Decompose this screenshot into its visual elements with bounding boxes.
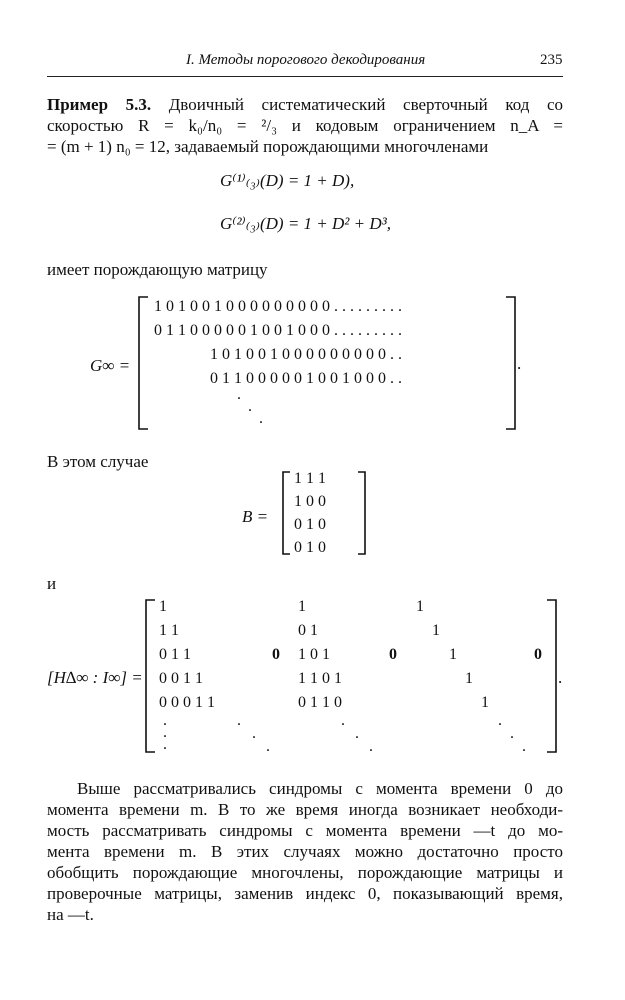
b-row-2: 1 0 0 — [294, 493, 326, 510]
h-identity-3: 1 — [449, 646, 457, 663]
b-right-bracket — [356, 470, 368, 556]
h-matrix-label: [H∆∞ : I∞] = — [47, 668, 143, 687]
example-label: Пример 5.3. — [47, 95, 152, 114]
g-right-bracket — [504, 295, 518, 431]
h-period: . — [558, 668, 563, 687]
g-matrix-label: G∞ = — [90, 356, 131, 375]
h-diag2-dot-1: . — [341, 712, 345, 729]
h-left-row-5: 0 0 0 1 1 — [159, 694, 215, 711]
paragraph-line-6: проверочные матрицы, заменив индекс 0, показывающий время, — [47, 884, 563, 903]
h-identity-1: 1 — [416, 598, 424, 615]
h-zero-1: 0 — [272, 646, 280, 663]
h-diag3-dot-3: . — [522, 738, 526, 755]
h-diag3-dot-2: . — [510, 725, 514, 742]
paragraph-line-4: мента времени m. В этих случаях можно достаточно просто — [47, 842, 563, 861]
formula-g2: G⁽²⁾₍₃₎(D) = 1 + D² + D³, — [220, 214, 391, 233]
intro-line-3: = (m + 1) n₀ = 12, задаваемый порождающими многочленами — [47, 137, 489, 156]
h-identity-2: 1 — [432, 622, 440, 639]
formula-g1: G⁽¹⁾₍₃₎(D) = 1 + D), — [220, 171, 355, 190]
g-row-2: 0 1 1 0 0 0 0 0 1 0 0 1 0 0 0 . . . . . . . . . — [154, 322, 402, 339]
h-identity-4: 1 — [465, 670, 473, 687]
h-col-dot-1: . — [163, 712, 167, 729]
h-diag2-dot-2: . — [355, 725, 359, 742]
b-row-4: 0 1 0 — [294, 539, 326, 556]
g-period: . — [517, 354, 522, 373]
paragraph-line-3: мость рассматривать синдромы с момента времени —t до мо- — [47, 821, 563, 840]
h-mid-row-4: 1 1 0 1 — [298, 670, 342, 687]
page-number: 235 — [540, 52, 563, 68]
running-title: I. Методы порогового декодирования — [186, 52, 426, 68]
text-and: и — [47, 574, 57, 593]
h-mid-row-3: 1 0 1 — [298, 646, 330, 663]
g-row-4: 0 1 1 0 0 0 0 0 1 0 0 1 0 0 0 . . — [210, 370, 402, 387]
example-text: Двоичный систематический сверточный код со — [151, 95, 563, 114]
paragraph-line-2: момента времени m. В то же время иногда возникает необходи- — [47, 800, 563, 819]
h-diag3-dot-1: . — [498, 712, 502, 729]
h-right-bracket — [545, 598, 559, 754]
h-identity-5: 1 — [481, 694, 489, 711]
b-row-1: 1 1 1 — [294, 470, 326, 487]
h-col-dot-2: . — [163, 724, 167, 741]
text-in-this-case: В этом случае — [47, 452, 149, 471]
h-left-row-1: 1 — [159, 598, 167, 615]
text-generator-matrix: имеет порождающую матрицу — [47, 260, 268, 279]
h-diag2-dot-3: . — [369, 738, 373, 755]
h-mid-row-5: 0 1 1 0 — [298, 694, 342, 711]
example-heading-line — [47, 94, 563, 116]
h-diag1-dot-2: . — [252, 725, 256, 742]
paragraph-line-7: на —t. — [47, 905, 94, 924]
h-diag1-dot-3: . — [266, 738, 270, 755]
g-left-bracket — [136, 295, 150, 431]
h-mid-row-1: 1 — [298, 598, 306, 615]
g-row-1: 1 0 1 0 0 1 0 0 0 0 0 0 0 0 0 . . . . . . . . . — [154, 298, 402, 315]
intro-line-2: скоростью R = k₀/n₀ = ²/₃ и кодовым ограничением n_A = — [47, 116, 563, 135]
h-zero-3: 0 — [534, 646, 542, 663]
paragraph-line-1: Выше рассматривались синдромы с момента времени 0 до — [77, 779, 563, 798]
b-matrix-label: B = — [242, 507, 269, 526]
b-row-3: 0 1 0 — [294, 516, 326, 533]
h-zero-2: 0 — [389, 646, 397, 663]
h-mid-row-2: 0 1 — [298, 622, 318, 639]
h-diag1-dot-1: . — [237, 712, 241, 729]
g-diag-dot-1: . — [237, 386, 241, 403]
h-left-row-3: 0 1 1 — [159, 646, 191, 663]
b-left-bracket — [280, 470, 292, 556]
h-left-bracket — [143, 598, 157, 754]
g-diag-dot-2: . — [248, 398, 252, 415]
paragraph-line-5: обобщить порождающие многочлены, порождающие матрицы и — [47, 863, 563, 882]
h-left-row-2: 1 1 — [159, 622, 179, 639]
g-diag-dot-3: . — [259, 410, 263, 427]
header-rule — [47, 76, 563, 77]
h-col-dot-3: . — [163, 736, 167, 753]
g-row-3: 1 0 1 0 0 1 0 0 0 0 0 0 0 0 0 . . — [210, 346, 402, 363]
h-left-row-4: 0 0 1 1 — [159, 670, 203, 687]
